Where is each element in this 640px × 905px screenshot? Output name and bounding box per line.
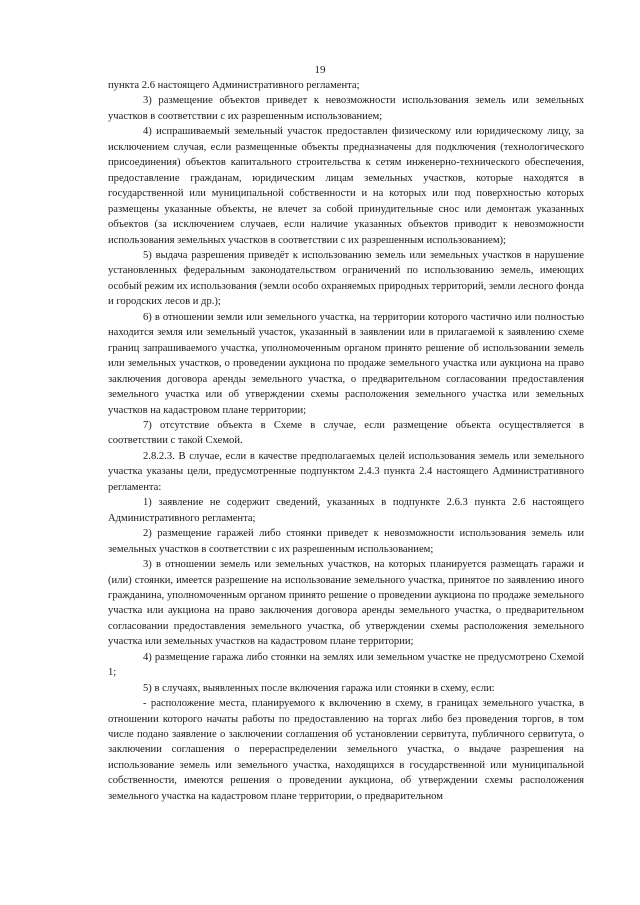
paragraph-subitem-3: 3) в отношении земель или земельных участков, на которых планируется размещать гаражи и (или) стоянки, имеется разрешение на использование земельного участка, принятое по заявлению иного гражданина, уполномоченным органом принято решение о проведении аукциона по продаже земельного участка или аукциона на право заключения договора аренды земельного участка, о предварительном согласовании предоставления земельного участка, об утверждении схемы расположения земельного участка или земельных участков на кадастровом плане территории; <box>108 559 584 648</box>
document-body <box>108 78 584 804</box>
paragraph-item-3: 3) размещение объектов приведет к невозможности использования земель или земельных участков в соответствии с их разрешенным использованием; <box>108 95 584 122</box>
paragraph-subitem-5: 5) в случаях, выявленных после включения гаража или стоянки в схему, если: <box>143 682 495 694</box>
paragraph-subitem-1: 1) заявление не содержит сведений, указанных в подпункте 2.6.3 пункта 2.6 настоящего Административного регламента; <box>108 497 584 524</box>
paragraph-item-7: 7) отсутствие объекта в Схеме в случае, если размещение объекта осуществляется в соответствии с такой Схемой. <box>108 419 584 447</box>
paragraph-subitem-4: 4) размещение гаража либо стоянки на землях или земельном участке не предусмотрено Схемой 1; <box>108 651 584 679</box>
paragraph-continuation: пункта 2.6 настоящего Административного регламента; <box>108 80 360 91</box>
paragraph-item-6: 6) в отношении земли или земельного участка, на территории которого частично или полностью находится земля или земельный участок, указанный в заявлении или в прилагаемой к заявлению схеме границ запрашиваемого участка, уполномоченным органом принято решение об использовании земель или земельных участков, о проведении аукциона по продаже земельного участка или аукциона на право заключения договора аренды земельного участка, о предварительном согласовании предоставления земельного участка или об утверждении схемы расположения земельного участка или земельных участков на кадастровом плане территории; <box>108 311 584 416</box>
paragraph-dash-item: - расположение места, планируемого к включению в схему, в границах земельного участка, в отношении которого начаты работы по предоставлению на торгах либо без проведения торгов, в том числе подано заявление о заключении соглашения об установлении сервитута, публичного сервитута, о заключении соглашения о перераспределении земельного участка, о выдаче разрешения на использование земель или земельного участка, находящихся в государственной или муниципальной собственности, имеются решения о проведении аукциона, об утверждении схемы расположения земельного участка на кадастровом плане территории, о предварительном <box>108 698 584 802</box>
paragraph-section-2-8-2-3: 2.8.2.3. В случае, если в качестве предполагаемых целей использования земель или земельного участка указаны цели, предусмотренные подпунктом 2.4.3 пункта 2.4 настоящего Административного регламента: <box>108 450 584 493</box>
paragraph-subitem-2: 2) размещение гаражей либо стоянки приведет к невозможности использования земель или земельных участков в соответствии с их разрешенным использованием; <box>108 528 584 555</box>
page-number: 19 <box>314 64 326 76</box>
paragraph-item-5: 5) выдача разрешения приведёт к использованию земель или земельных участков в нарушение установленных федеральным законодательством ограничений по использованию земель, имеющих особый режим их использования (земли особо охраняемых природных территорий, земли лесного фонда и городских лесов и др.); <box>108 249 584 308</box>
paragraph-item-4: 4) испрашиваемый земельный участок предоставлен физическому или юридическому лицу, за исключением случая, если размещенные объекты предназначены для подключения (технологического присоединения) объектов капитального строительства к сетям инженерно-технического обеспечения, предоставление гражданам, юридическим лицам земельных участков, которые находятся в государственной или муниципальной собственности и на которых или под поверхностью которых размещены указанные объекты, не влечет за собой принудительные снос или демонтаж указанных объектов (за исключением случаев, если наличие указанных объектов приводит к невозможности использования земельных участков в соответствии с их разрешенным использованием); <box>108 126 584 246</box>
